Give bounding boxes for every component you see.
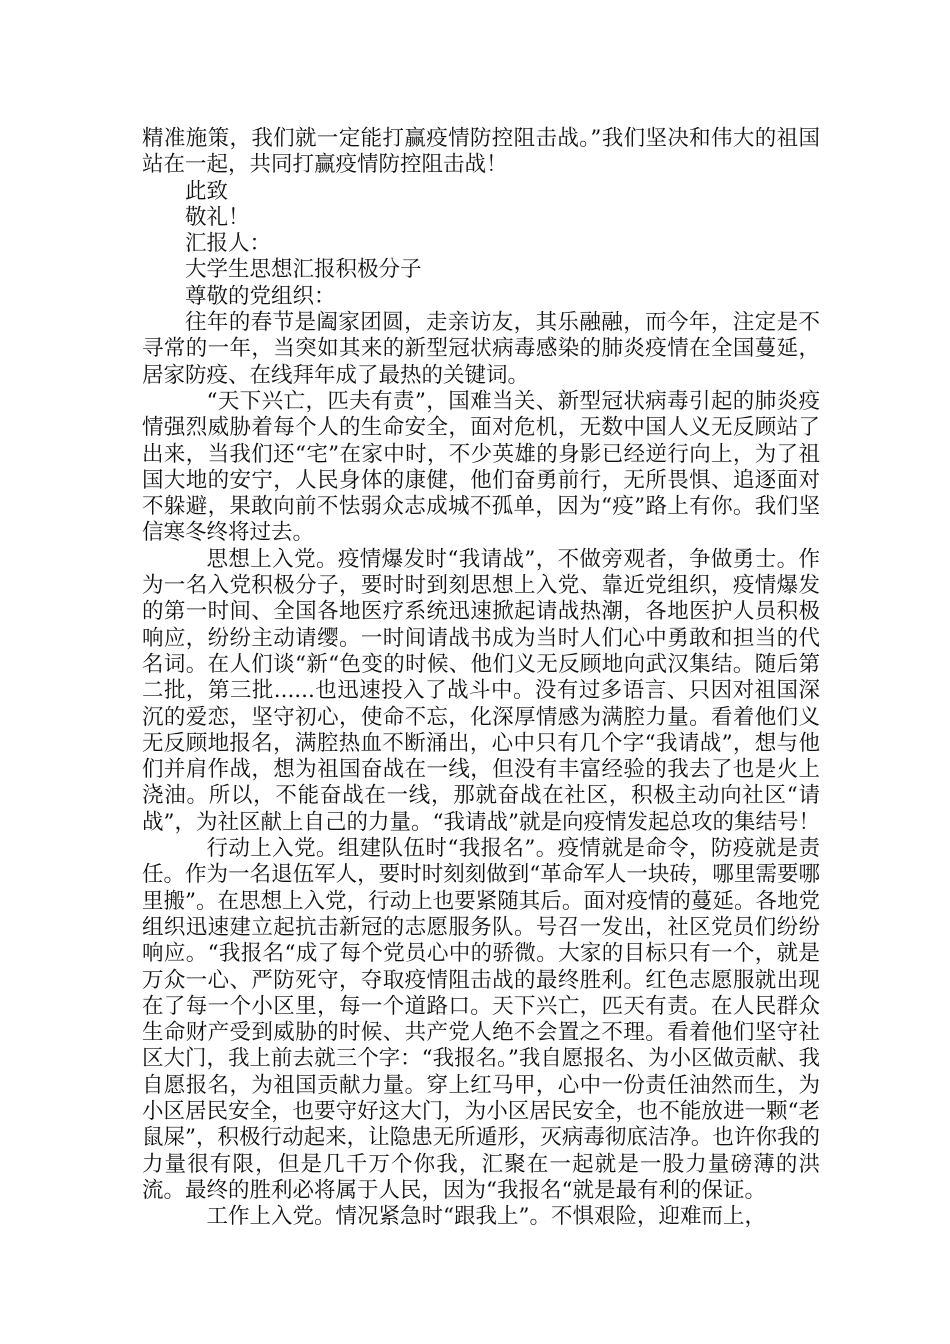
paragraph: 工作上入党。情况紧急时“跟我上”。不惧艰险，迎难而上， bbox=[206, 1204, 766, 1230]
closing-salutation: 此致 bbox=[185, 178, 229, 204]
closing-regards: 敬礼！ bbox=[185, 204, 250, 230]
paragraph: 思想上入党。疫情爆发时“我请战”，不做旁观者，争做勇士。作为一名入党积极分子，要时时到刻思想上入党、靠近党组织，疫情爆发的第一时间、全国各地医疗系统迅速掀起请战热潮，各地医护人员积极响应，纷纷主动请缨。一时间请战书成为当时人们心中勇敢和担当的代名词。在人们谈“新“色变的时候、他们义无反顾地向武汉集结。随后第二批，第三批......也迅速投入了战斗中。没有过多语言、只因对祖国深沉的爱恋，坚守初心，使命不忘，化深厚情感为满腔力量。看着他们义无反顾地报名，满腔热血不断涌出，心中只有几个字“我请战”，想与他们并肩作战，想为祖国奋战在一线，但没有丰富经验的我去了也是火上浇油。所以，不能奋战在一线，那就奋战在社区，积极主动向社区“请战”，为社区献上自己的力量。“我请战”就是向疫情发起总攻的集结号！ bbox=[142, 546, 820, 835]
paragraph: 往年的春节是阖家团圆，走亲访友，其乐融融，而今年，注定是不寻常的一年，当突如其来的新型冠状病毒感染的肺炎疫情在全国蔓延，居家防疫、在线拜年成了最热的关键词。 bbox=[142, 310, 820, 388]
paragraph: 精准施策，我们就一定能打赢疫情防控阻击战。”我们坚决和伟大的祖国站在一起，共同打赢疫情防控阻击战！ bbox=[142, 126, 820, 178]
reporter-label: 汇报人： bbox=[185, 231, 272, 257]
document-title: 大学生思想汇报积极分子 bbox=[185, 257, 422, 283]
paragraph: 行动上入党。组建队伍时“我报名”。疫情就是命令，防疫就是责任。作为一名退伍军人，要时时刻刻做到“革命军人一块砖，哪里需要哪里搬”。在思想上入党，行动上也要紧随其后。面对疫情的蔓延。各地党组织迅速建立起抗击新冠的志愿服务队。号召一发出，社区党员们纷纷响应。“我报名“成了每个党员心中的骄微。大家的目标只有一个，就是万众一心、严防死守，夺取疫情阻击战的最终胜利。红色志愿服就出现在了每一个小区里，每一个道路口。天下兴亡，匹天有责。在人民群众生命财产受到威胁的时候、共产党人绝不会置之不理。看着他们坚守社区大门，我上前去就三个字：“我报名。”我自愿报名、为小区做贡献、我自愿报名，为祖国贡献力量。穿上红马甲，心中一份责任油然而生，为小区居民安全，也要守好这大门，为小区居民安全，也不能放进一颗“老鼠屎”，积极行动起来，让隐患无所遁形，灭病毒彻底洁净。也许你我的力量很有限，但是几千万个你我，汇聚在一起就是一股力量磅薄的洪流。最终的胜利必将属于人民，因为“我报名“就是最有利的保证。 bbox=[142, 836, 820, 1203]
greeting: 尊敬的党组织： bbox=[185, 283, 336, 309]
paragraph: “天下兴亡，匹夫有责”，国难当关、新型冠状病毒引起的肺炎疫情强烈威胁着每个人的生命安全，面对危机，无数中国人义无反顾站了出来，当我们还“宅”在家中时，不少英雄的身影已经逆行向上，为了祖国大地的安宁，人民身体的康健，他们奋勇前行，无所畏惧、追逐面对不躲避，果敢向前不怯弱众志成城不孤单，因为“疫”路上有你。我们坚信寒冬终将过去。 bbox=[142, 388, 820, 546]
document-body bbox=[142, 126, 820, 1230]
